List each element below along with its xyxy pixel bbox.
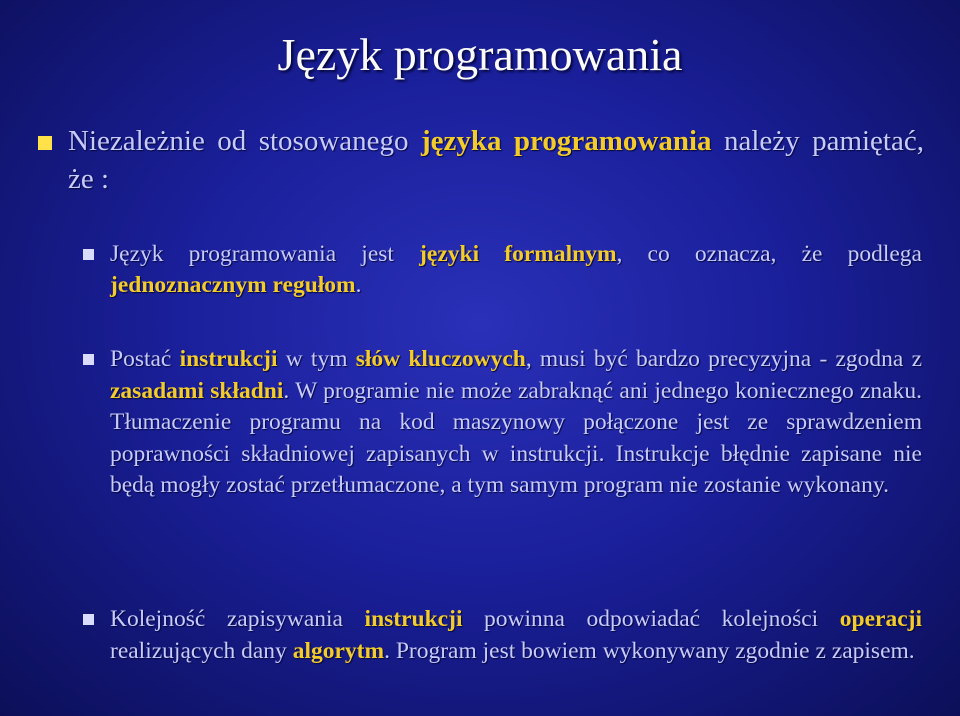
sub-point-highlight: języki formalnym [419, 241, 617, 267]
sub-point-syntax [110, 344, 922, 502]
sub-point-text: . Program jest bowiem wykonywany zgodnie z zapisem. [384, 637, 915, 664]
sub-point-highlight: algorytm [292, 637, 385, 664]
sub-point-text: , co oznacza, że podlega [616, 241, 922, 267]
main-point-highlight: języka programowania [420, 125, 712, 157]
sub-point-text: w tym [277, 346, 356, 372]
sub-point-highlight: operacji [839, 606, 922, 632]
main-point [68, 122, 924, 198]
sub-point-text: Kolejność zapisywania [110, 606, 365, 632]
sub-point-text: realizujących dany [110, 637, 293, 664]
main-point-text-end: należy pamiętać, że : [68, 125, 924, 195]
sub-point-text: . W programie nie może zabraknąć ani jednego koniecznego znaku. Tłumaczenie programu na kod maszynowy połączone jest ze sprawdzeniem poprawności składniowej zapisanych w instrukcji. Instrukcje błędnie zapisane nie będą mogły zostać przetłumaczone, a tym samym program nie zostanie wykonany. [110, 377, 922, 498]
sub-point-formal-language [110, 239, 922, 301]
bullet-square-icon [38, 136, 52, 150]
sub-point-text: Postać [110, 346, 180, 372]
sub-point-highlight: słów kluczowych [355, 346, 526, 372]
sub-point-order [110, 604, 922, 667]
sub-bullet-square-icon [83, 249, 94, 260]
sub-point-highlight: instrukcji [364, 606, 463, 632]
slide-title: Język programowania [277, 29, 683, 80]
sub-point-text: . [355, 272, 362, 298]
sub-bullet-square-icon [83, 614, 94, 625]
sub-point-text: , musi być bardzo precyzyjna - zgodna z [525, 346, 922, 372]
sub-point-highlight: jednoznacznym regułom [110, 272, 356, 298]
sub-point-text: powinna odpowiadać kolejności [462, 606, 840, 632]
sub-point-highlight: instrukcji [179, 346, 278, 372]
sub-bullet-square-icon [83, 354, 94, 365]
main-point-text: Niezależnie od stosowanego [68, 125, 421, 157]
sub-point-text: Język programowania jest [110, 241, 420, 267]
sub-point-highlight: zasadami składni [110, 377, 284, 404]
